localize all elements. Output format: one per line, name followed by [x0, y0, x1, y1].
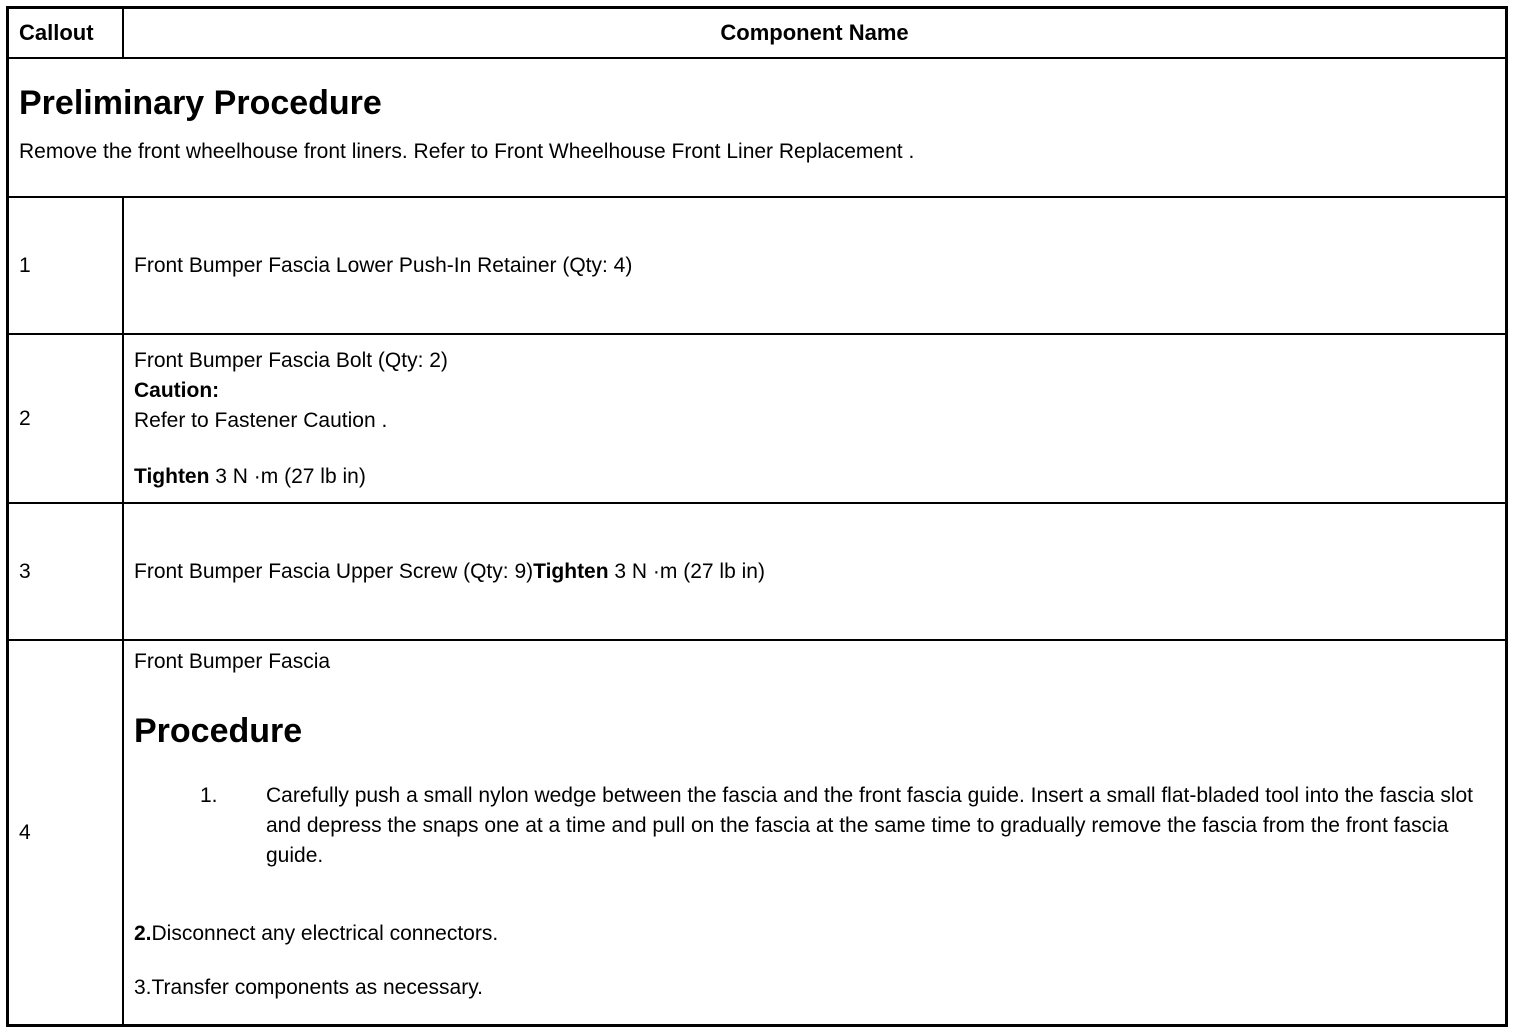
- component-cell: [123, 334, 1507, 503]
- preliminary-row: [8, 58, 1507, 197]
- tighten-label: Tighten: [134, 464, 210, 488]
- procedure-table: [6, 6, 1508, 1027]
- caution-label: Caution:: [134, 378, 220, 402]
- step-text: Disconnect any electrical connectors.: [151, 922, 499, 945]
- table-row: [8, 197, 1507, 334]
- component-name: Front Bumper Fascia: [134, 650, 331, 673]
- procedure-title: Procedure: [134, 712, 303, 750]
- procedure-step-2: [134, 919, 1505, 949]
- procedure-step-1: [134, 781, 1505, 871]
- component-cell: [123, 640, 1507, 1026]
- table-row: [8, 640, 1507, 1026]
- procedure-step-3: 3.Transfer components as necessary.: [134, 976, 483, 999]
- table-row: [8, 503, 1507, 640]
- callout-number: 3: [8, 503, 124, 640]
- component-name: Front Bumper Fascia Upper Screw (Qty: 9): [134, 559, 534, 583]
- step-text: Carefully push a small nylon wedge between the fascia and the front fascia guide. Insert a small flat-bladed tool into the fascia slot and depress the snaps one at a time and pull on the fascia at the same time to gradually remove the fascia from the front fascia guide.: [266, 784, 1474, 867]
- tighten-label: Tighten: [533, 559, 609, 583]
- caution-text: Refer to Fastener Caution .: [134, 408, 388, 432]
- preliminary-cell: [8, 58, 1507, 197]
- preliminary-title: Preliminary Procedure: [19, 84, 382, 122]
- preliminary-text: Remove the front wheelhouse front liners. Refer to Front Wheelhouse Front Liner Replacement .: [19, 140, 915, 163]
- component-name: Front Bumper Fascia Lower Push-In Retainer (Qty: 4): [123, 197, 1507, 334]
- callout-number: 4: [8, 640, 124, 1026]
- step-number: 1.: [200, 784, 218, 807]
- tighten-value: 3 N ·m (27 lb in): [608, 559, 765, 583]
- callout-number: 2: [8, 334, 124, 503]
- step-number: 2.: [134, 922, 152, 945]
- tighten-value: 3 N ·m (27 lb in): [209, 464, 366, 488]
- table-row: [8, 334, 1507, 503]
- component-name-column-header: Component Name: [123, 8, 1507, 59]
- callout-number: 1: [8, 197, 124, 334]
- callout-column-header: Callout: [8, 8, 124, 59]
- torque-spec: [134, 462, 1505, 492]
- table-header-row: [8, 8, 1507, 59]
- component-name: Front Bumper Fascia Bolt (Qty: 2): [134, 348, 448, 372]
- component-cell: [123, 503, 1507, 640]
